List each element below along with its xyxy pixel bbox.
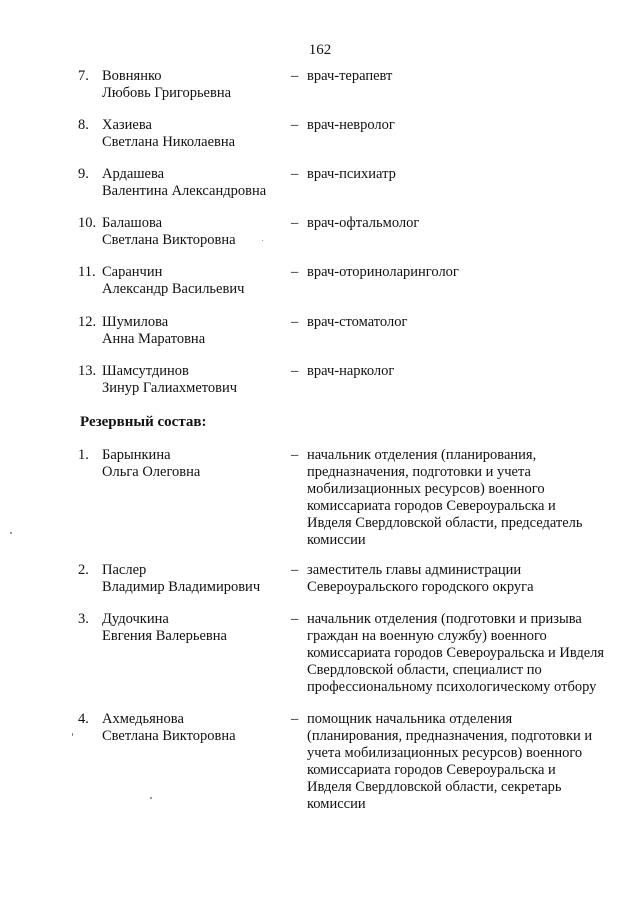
member-role	[307, 264, 612, 281]
dash-separator: –	[291, 166, 299, 182]
member-role	[307, 711, 612, 813]
entry-number: 11.	[78, 264, 96, 280]
role-line: врач-терапевт	[307, 68, 393, 84]
role-line: врач-психиатр	[307, 166, 396, 182]
role-line: Североуральского городского округа	[307, 579, 534, 595]
dash-separator: –	[291, 711, 299, 727]
member-role	[307, 68, 612, 85]
member-role	[307, 117, 612, 134]
entry-number: 2.	[78, 562, 89, 578]
member-name	[102, 166, 282, 200]
given-names: Анна Маратовна	[102, 331, 206, 347]
entry-number: 3.	[78, 611, 89, 627]
surname: Барынкина	[102, 447, 171, 463]
surname: Шумилова	[102, 314, 169, 330]
surname: Дудочкина	[102, 611, 169, 627]
entry-number: 12.	[78, 314, 97, 330]
scan-speck	[150, 797, 152, 799]
surname: Паслер	[102, 562, 147, 578]
given-names: Зинур Галиахметович	[102, 380, 238, 396]
role-line: заместитель главы администрации	[307, 562, 522, 578]
dash-separator: –	[291, 611, 299, 627]
entry-number: 4.	[78, 711, 89, 727]
role-line: граждан на военную службу) военного	[307, 628, 547, 644]
member-name	[102, 264, 282, 298]
dash-separator: –	[291, 117, 299, 133]
member-name	[102, 447, 282, 481]
role-line: комиссариата городов Североуральска и	[307, 498, 556, 514]
role-line: комиссариата городов Североуральска и	[307, 762, 556, 778]
member-role	[307, 166, 612, 183]
member-role	[307, 447, 612, 549]
role-line: врач-оториноларинголог	[307, 264, 459, 280]
entry-number: 13.	[78, 363, 97, 379]
dash-separator: –	[291, 215, 299, 231]
role-line: предназначения, подготовки и учета	[307, 464, 531, 480]
dash-separator: –	[291, 314, 299, 330]
member-name	[102, 68, 282, 102]
entry-number: 9.	[78, 166, 89, 182]
member-name	[102, 363, 282, 397]
entry-number: 10.	[78, 215, 97, 231]
role-line: врач-стоматолог	[307, 314, 408, 330]
given-names: Владимир Владимирович	[102, 579, 261, 595]
role-line: врач-невролог	[307, 117, 395, 133]
surname: Вовнянко	[102, 68, 162, 84]
role-line: начальник отделения (подготовки и призыва	[307, 611, 582, 627]
role-line: комиссии	[307, 532, 366, 548]
given-names: Ольга Олеговна	[102, 464, 201, 480]
given-names: Любовь Григорьевна	[102, 85, 232, 101]
entry-number: 7.	[78, 68, 89, 84]
role-line: Ивделя Свердловской области, председатель	[307, 515, 583, 531]
surname: Ардашева	[102, 166, 165, 182]
given-names: Светлана Викторовна	[102, 728, 236, 744]
member-name	[102, 562, 282, 596]
member-name	[102, 314, 282, 348]
member-name	[102, 711, 282, 745]
scan-speck	[10, 532, 12, 534]
dash-separator: –	[291, 68, 299, 84]
member-role	[307, 215, 612, 232]
surname: Ахмедьянова	[102, 711, 184, 727]
role-line: учета мобилизационных ресурсов) военного	[307, 745, 583, 761]
member-role	[307, 363, 612, 380]
surname: Саранчин	[102, 264, 163, 280]
entry-number: 1.	[78, 447, 89, 463]
page-number: 162	[308, 42, 332, 58]
member-role	[307, 314, 612, 331]
surname: Шамсутдинов	[102, 363, 189, 379]
role-line: мобилизационных ресурсов) военного	[307, 481, 545, 497]
role-line: врач-офтальмолог	[307, 215, 420, 231]
dash-separator: –	[291, 447, 299, 463]
given-names: Светлана Николаевна	[102, 134, 236, 150]
role-line: помощник начальника отделения	[307, 711, 513, 727]
given-names: Валентина Александровна	[102, 183, 267, 199]
member-role	[307, 562, 612, 596]
scan-speck	[72, 733, 73, 736]
entry-number: 8.	[78, 117, 89, 133]
role-line: врач-нарколог	[307, 363, 395, 379]
role-line: Ивделя Свердловской области, секретарь	[307, 779, 562, 795]
dash-separator: –	[291, 363, 299, 379]
reserve-section-title: Резервный состав:	[80, 414, 207, 430]
member-name	[102, 611, 282, 645]
member-role	[307, 611, 612, 696]
role-line: Свердловской области, специалист по	[307, 662, 542, 678]
member-name	[102, 215, 282, 249]
given-names: Александр Васильевич	[102, 281, 245, 297]
dash-separator: –	[291, 264, 299, 280]
surname: Балашова	[102, 215, 163, 231]
role-line: комиссии	[307, 796, 366, 812]
role-line: комиссариата городов Североуральска и Ивделя	[307, 645, 605, 661]
given-names: Светлана Викторовна	[102, 232, 236, 248]
role-line: профессиональному психологическому отбору	[307, 679, 597, 695]
role-line: начальник отделения (планирования,	[307, 447, 537, 463]
surname: Хазиева	[102, 117, 152, 133]
given-names: Евгения Валерьевна	[102, 628, 227, 644]
member-name	[102, 117, 282, 151]
scan-speck	[262, 240, 263, 241]
role-line: (планирования, предназначения, подготовки и	[307, 728, 593, 744]
dash-separator: –	[291, 562, 299, 578]
